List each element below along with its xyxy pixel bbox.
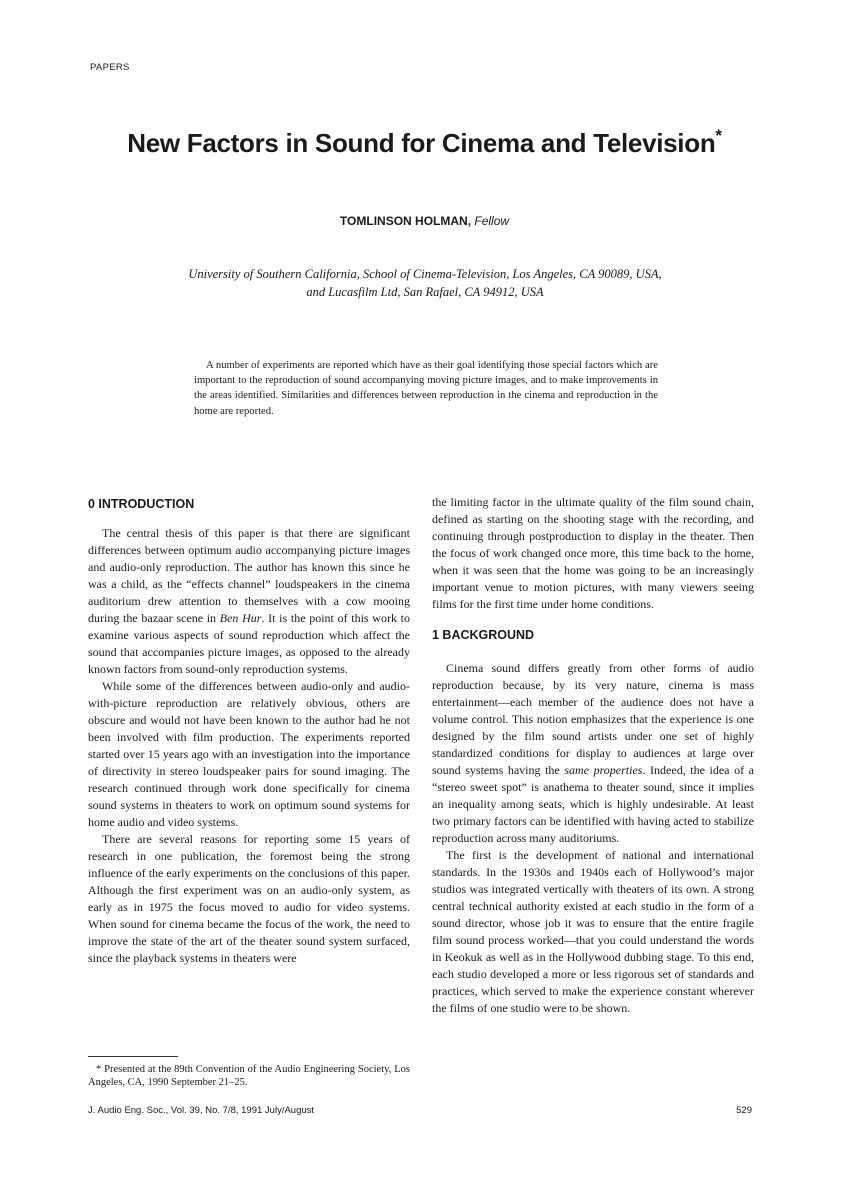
title-text: New Factors in Sound for Cinema and Television (127, 128, 716, 158)
film-title: Ben Hur (219, 611, 262, 625)
section-label: PAPERS (90, 62, 130, 73)
affiliation-line-2: and Lucasfilm Ltd, San Rafael, CA 94912, USA (306, 285, 544, 299)
title-footnote-mark: * (715, 126, 722, 145)
footnote-divider (88, 1056, 178, 1057)
author-name: TOMLINSON HOLMAN, (339, 214, 472, 228)
intro-paragraph-3: There are several reasons for reporting some 15 years of research in one publication, the foremost being the strong influence of the early experiments on the conclusions of this paper. Although the first experiment was on an audio-only system, as early as in 1975 the focus moved to audio for video systems. When sound for cinema became the focus of the work, the need to improve the state of the art of the theater sound system surfaced, since the playback systems in theaters were (88, 832, 410, 965)
intro-p1-text: The central thesis of this paper is that there are significant differences between optimum audio accompanying picture images and audio-only reproduction. The author has known this since he was a child, as the “effects channel” loudspeakers in the cinema auditorium drew attention to themselves with a cow mooing during the bazaar scene in (88, 526, 410, 625)
author-line (0, 214, 849, 228)
affiliation-line-1: University of Southern California, School of Cinema-Television, Los Angeles, CA 90089, USA, (188, 267, 662, 281)
left-column (88, 496, 410, 967)
page-number: 529 (736, 1105, 752, 1116)
right-column (432, 494, 754, 1017)
paper-title (0, 128, 849, 159)
abstract: A number of experiments are reported which have as their goal identifying those special factors which are important to the reproduction of sound accompanying moving picture images, and to make improvements in the areas identified. Similarities and differences between reproduction in the cinema and reproduction in the home are reported. (194, 360, 658, 417)
introduction-heading: 0 INTRODUCTION (88, 497, 195, 511)
journal-citation: J. Audio Eng. Soc., Vol. 39, No. 7/8, 1991 July/August (88, 1105, 315, 1116)
emphasis-text: same properties (564, 763, 643, 777)
bg-p1-text-cont: . Indeed, the idea of a “stereo sweet spot” is anathema to theater sound, since it implies an inequality among seats, which is highly undesirable. At least two primary factors can be identified with having acted to stabilize reproduction across many auditoriums. (432, 763, 755, 845)
author-role: Fellow (474, 214, 510, 228)
intro-paragraph-2: While some of the differences between audio-only and audio-with-picture reproduction are relatively obvious, others are obscure and would not have been known to the author had he not been involved with film production. The experiments reported started over 15 years ago with an investigation into the importance of directivity in stereo loudspeaker pairs for sound imaging. The research continued through work done specifically for cinema sound systems in theaters to work on optimum sound systems for home audio and video systems. (88, 679, 410, 829)
continued-paragraph: the limiting factor in the ultimate quality of the film sound chain, defined as starting on the shooting stage with the recording, and continuing through postproduction to display in the theater. Then the focus of work changed once more, this time back to the home, when it was seen that the home was going to be an increasingly important venue to motion pictures, with many viewers seeing films for the first time under home conditions. (432, 495, 754, 611)
background-heading: 1 BACKGROUND (432, 628, 535, 642)
bg-p1-text: Cinema sound differs greatly from other forms of audio reproduction because, by its very nature, cinema is mass entertainment—each member of the audience does not have a volume control. This notion emphasizes that the experience is one designed by the film sound artists under one set of highly standardized conditions for display to audiences at large over sound systems having the (432, 661, 754, 777)
intro-p1-text-cont: . It is the point of this work to examine various aspects of sound reproduction which affect the sound that accompanies picture images, as opposed to the already known factors from sound-only reproduction systems. (88, 611, 410, 676)
intro-paragraph-1 (88, 525, 410, 678)
background-paragraph-2: The first is the development of national and international standards. In the 1930s and 1940s each of Hollywood’s major studios was integrated vertically with theaters of its own. A strong central technical authority existed at each studio in the form of a sound director, whose job it was to ensure that the entire fragile film sound process worked—that you could understand the words in Keokuk as well as in the Hollywood dubbing stage. To this end, each studio developed a more or less rigorous set of standards and practices, which served to make the experience constant wherever the films of one studio were to be shown. (432, 848, 754, 1015)
footnote: * Presented at the 89th Convention of the Audio Engineering Society, Los Angeles, CA, 1990 September 21–25. (88, 1064, 410, 1088)
affiliation (120, 265, 730, 301)
background-paragraph-1 (432, 660, 754, 847)
